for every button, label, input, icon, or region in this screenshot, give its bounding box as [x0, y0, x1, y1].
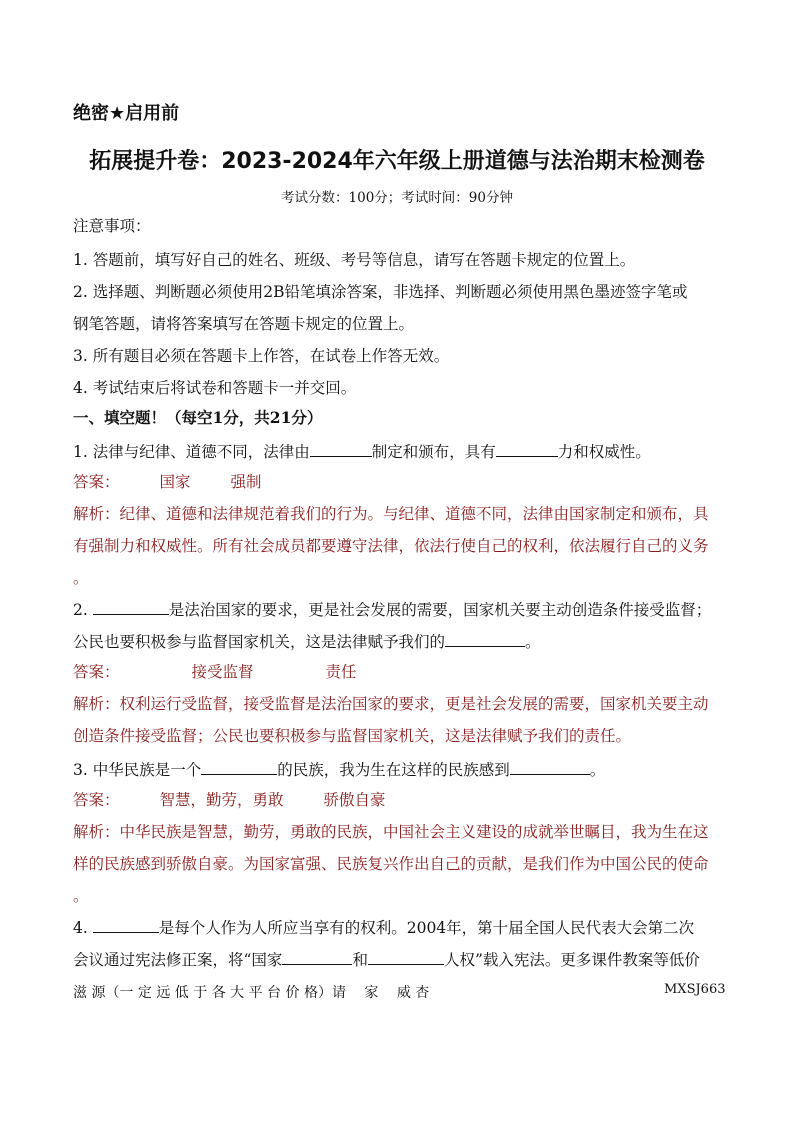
- section-heading: 一、填空题！（每空1分，共21分）: [73, 408, 323, 427]
- q1-answer-label: 答案：: [73, 473, 120, 491]
- q2-text-c: 公民也要积极参与监督国家机关，这是法律赋予我们的: [73, 633, 446, 651]
- notice-item-2-cont: 钢笔答题，请将答案填写在答题卡规定的位置上。: [73, 315, 415, 333]
- q1-analysis-line-1: 解析：纪律、道德和法律规范着我们的行为。与纪律、道德不同，法律由国家制定和颁布，具: [73, 505, 709, 523]
- q4-blank-3: [368, 948, 444, 965]
- page-title: 拓展提升卷：2023-2024年六年级上册道德与法治期末检测卷: [89, 149, 705, 174]
- q1-analysis-line-2: 有强制力和权威性。所有社会成员都要遵守法律，依法行使自己的权利，依法履行自己的义务: [73, 537, 709, 555]
- q3-answer-1: 智慧，勤劳，勇敢: [159, 791, 284, 809]
- footer-code: MXSJ663: [664, 982, 726, 997]
- exam-info: 考试分数：100分；考试时间：90分钟: [281, 190, 513, 206]
- q1-analysis-line-3: 。: [73, 569, 89, 587]
- q2-answer-label: 答案：: [73, 663, 120, 681]
- q1-answer-2: 强制: [230, 473, 262, 491]
- q4-blank-1: [93, 916, 159, 933]
- notice-item-4: 4. 考试结束后将试卷和答题卡一并交回。: [73, 379, 357, 397]
- q3-answer-2: 骄傲自豪: [323, 791, 386, 809]
- q2-answer-1: 接受监督: [191, 663, 254, 681]
- q4-text-d: 和: [352, 951, 368, 969]
- q1-text-b: 制定和颁布，具有: [371, 443, 496, 461]
- q1-blank-1: [310, 440, 372, 457]
- q2-analysis-line-1: 解析：权利运行受监督，接受监督是法治国家的要求，更是社会发展的需要，国家机关要主动: [73, 695, 709, 713]
- q2-answer: [73, 662, 723, 682]
- q3-text-c: 。: [589, 761, 606, 779]
- confidential-label: 绝密★启用前: [73, 103, 180, 124]
- notice-heading: 注意事项：: [73, 217, 151, 235]
- notice-item-1: 1. 答题前，填写好自己的姓名、班级、考号等信息，请写在答题卡规定的位置上。: [73, 251, 636, 269]
- q4-text-a: 4.: [73, 919, 93, 937]
- question-1: [73, 440, 723, 462]
- q1-text-a: 1. 法律与纪律、道德不同，法律由: [73, 443, 310, 461]
- q4-text-b: 是每个人作为人所应当享有的权利。2004年，第十届全国人民代表大会第二次: [158, 919, 695, 937]
- q3-analysis-line-3: 。: [73, 887, 89, 905]
- q4-text-c: 会议通过宪法修正案，将“国家: [73, 951, 283, 969]
- notice-item-3: 3. 所有题目必须在答题卡上作答，在试卷上作答无效。: [73, 347, 450, 365]
- q2-blank-2: [445, 630, 525, 647]
- q1-blank-2: [496, 440, 558, 457]
- q4-blank-2: [282, 948, 352, 965]
- q3-answer: [73, 790, 723, 810]
- q2-text-a: 2.: [73, 601, 93, 619]
- q3-text-a: 3. 中华民族是一个: [73, 761, 202, 779]
- question-4: [73, 916, 723, 938]
- question-2: [73, 598, 723, 620]
- q3-answer-label: 答案：: [73, 791, 120, 809]
- q3-blank-1: [201, 758, 277, 775]
- q3-text-b: 的民族，我为生在这样的民族感到: [277, 761, 510, 779]
- q2-analysis-line-2: 创造条件接受监督；公民也要积极参与监督国家机关，这是法律赋予我们的责任。: [73, 727, 632, 745]
- q1-answer-1: 国家: [159, 473, 191, 491]
- q1-text-c: 力和权威性。: [557, 443, 651, 461]
- q1-answer: [73, 472, 723, 492]
- q2-answer-2: 责任: [325, 663, 357, 681]
- q3-analysis-line-1: 解析：中华民族是智慧，勤劳，勇敢的民族，中国社会主义建设的成就举世瞩目，我为生在这: [73, 823, 709, 841]
- footer-note: 滋 源（一 定 远 低 于 各 大 平 台 价 格）请 家 威 杏: [73, 985, 430, 1001]
- question-2-cont: [73, 630, 723, 652]
- q3-analysis-line-2: 样的民族感到骄傲自豪。为国家富强、民族复兴作出自己的贡献，是我们作为中国公民的使命: [73, 855, 709, 873]
- q2-blank-1: [93, 598, 169, 615]
- notice-item-2: 2. 选择题、判断题必须使用2B铅笔填涂答案，非选择、判断题必须使用黑色墨迹签字笔或: [73, 283, 688, 301]
- question-3: [73, 758, 723, 780]
- q3-blank-2: [510, 758, 590, 775]
- question-4-cont: [73, 948, 723, 970]
- q2-text-d: 。: [525, 633, 541, 651]
- q4-text-e: 人权”载入宪法。更多课件教案等低价: [443, 951, 700, 969]
- q2-text-b: 是法治国家的要求，更是社会发展的需要，国家机关要主动创造条件接受监督；: [168, 601, 712, 619]
